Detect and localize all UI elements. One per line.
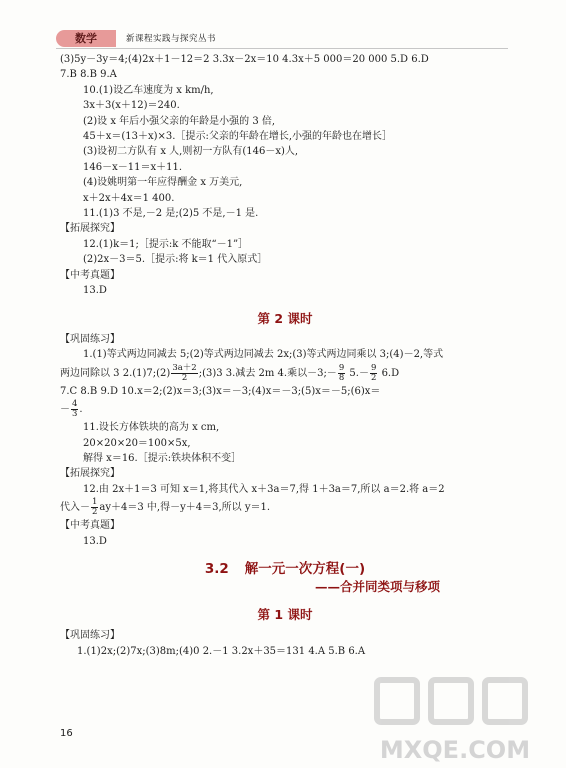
section-heading: 【拓展探究】 [60,468,120,480]
series-title: 新课程实践与探究丛书 [126,34,217,44]
fraction-numerator: 3a＋2 [172,362,197,373]
page-header [56,29,216,47]
text-segment: 代入－ [60,502,90,514]
section-heading: 【拓展探究】 [60,223,120,235]
answer-line: 10.(1)设乙车速度为 x km/h, [83,84,214,96]
text-segment: 两边同除以 3 2.(1)7;(2) [60,367,171,379]
fraction-numerator: 9 [370,362,377,373]
text-segment: － [60,404,70,416]
answer-line: 12.由 2x＋1＝3 可知 x＝1,将其代入 x＋3a＝7,得 1＋3a＝7,所以 a＝2.将 a＝2 [83,483,445,495]
text-segment: 6.D [378,367,400,379]
fraction-denominator: 2 [181,372,188,383]
text-segment: ;(3)3 3.减去 2m 4.乘以－3;－ [198,367,337,379]
answer-line: 7.B 8.B 9.A [60,69,117,81]
fraction-denominator: 8 [338,372,345,383]
answer-line: (4)设姚明第一年应得酬金 x 万美元, [83,177,243,189]
fraction [171,364,197,383]
answer-line: (2)设 x 年后小强父亲的年龄是小强的 3 倍, [83,115,276,127]
chapter-name: 解一元一次方程(一) [244,560,366,577]
answer-line: 20×20×20＝100×5x, [83,437,191,449]
fraction [370,364,377,383]
subject-label: 数学 [75,32,97,45]
section-heading: 【巩固练习】 [60,630,120,642]
answer-line: 13.D [83,285,107,297]
fraction-numerator: 1 [92,497,98,508]
answer-line: 45＋x＝(13＋x)×3.［提示:父亲的年龄在增长,小强的年龄也在增长］ [83,131,392,143]
fraction-numerator: 9 [338,362,345,373]
answer-line: 11.(1)3 不是,－2 是;(2)5 不是,－1 是. [83,208,259,220]
page-number: 16 [60,728,73,739]
section-heading: 【中考真题】 [60,520,120,532]
section-heading: 【巩固练习】 [60,333,120,345]
watermark-logo [355,674,555,764]
answer-line: (2)2x－3＝5.［提示:将 k＝1 代入原式］ [83,254,268,266]
text-segment: . [79,404,83,416]
answer-line: 1.(1)2x;(2)7x;(3)8m;(4)0 2.－1 3.2x＋35＝131 4.A 5.B 6.A [77,645,366,657]
answer-line: 7.C 8.B 9.D 10.x＝2;(2)x＝3;(3)x＝－3;(4)x＝－3;(5)x＝－5;(6)x＝ [60,385,381,397]
fraction-denominator: 3 [72,409,78,420]
subject-tab [56,30,116,47]
answer-line-fractions [60,399,510,420]
answer-line: 1.(1)等式两边同减去 5;(2)等式两边同减去 2x;(3)等式两边同乘以 3;(4)－2,等式 [83,349,444,361]
answer-line-fractions [60,363,510,384]
header-divider [56,48,508,49]
answer-line: 13.D [83,535,107,547]
text-segment: 5.－ [346,367,369,379]
lesson-title: 第 2 课时 [257,310,313,326]
answer-line: 11.设长方体铁块的高为 x cm, [83,422,220,434]
chapter-subtitle: ——合并同类项与移项 [314,579,440,595]
watermark-text: MXQE.COM [379,736,531,764]
answer-line: 146－x－11＝x＋11. [83,161,182,173]
fraction [71,400,78,419]
fraction-denominator: 2 [92,507,98,518]
text-segment: ay＋4＝3 中,得－y＋4＝3,所以 y＝1. [99,502,271,514]
answer-line: (3)5y－3y＝4;(4)2x＋1－12＝2 3.3x－2x＝10 4.3x＋5 000＝20 000 5.D 6.D [60,54,429,65]
answer-line: x＋2x＋4x＝1 400. [83,192,175,204]
chapter-number: 3.2 [204,560,229,577]
answer-line: 解得 x＝16.［提示:铁块体积不变］ [83,452,242,464]
answer-content [60,52,510,659]
fraction [338,364,345,383]
answer-line-fractions [60,497,510,518]
fraction-numerator: 4 [72,399,78,410]
answer-line: 3x＋3(x＋12)＝240. [83,100,180,112]
answer-line: 12.(1)k＝1;［提示:k 不能取“－1”］ [83,238,249,250]
fraction-denominator: 2 [370,372,377,383]
answer-line: (3)设初二方队有 x 人,则初一方队有(146－x)人, [83,146,299,158]
lesson-title: 第 1 课时 [257,606,313,622]
chapter-title [60,562,510,577]
section-heading: 【中考真题】 [60,269,120,281]
fraction [91,498,98,517]
